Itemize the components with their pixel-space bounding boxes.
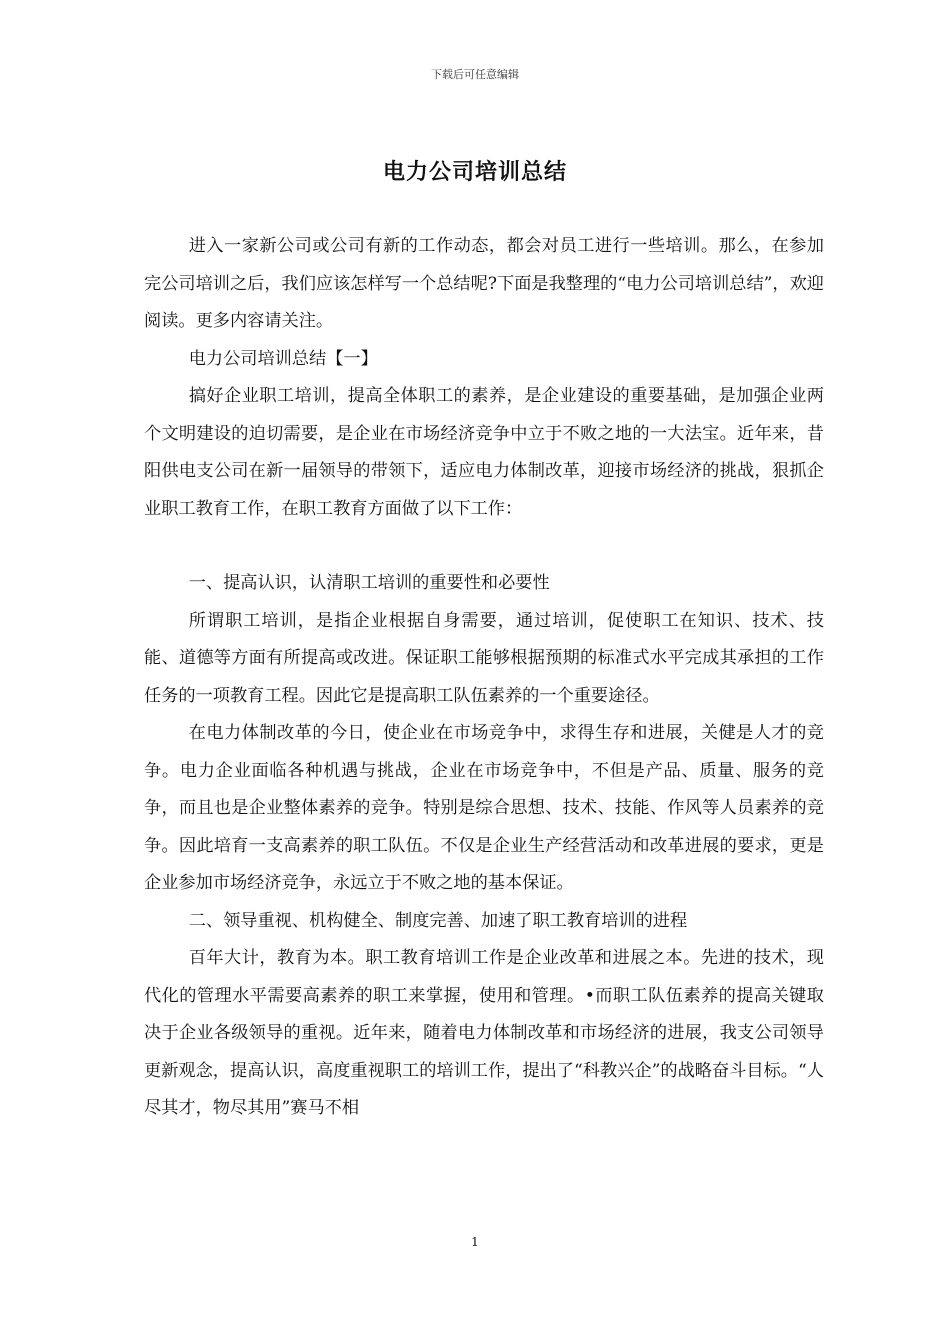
section-heading-two: 二、领导重视、机构健全、制度完善、加速了职工教育培训的进程 bbox=[188, 910, 688, 931]
paragraph-spacer bbox=[144, 528, 824, 565]
document-body bbox=[144, 228, 824, 1128]
section-title: 电力公司培训总结【一】 bbox=[188, 348, 378, 369]
body-paragraph: 在电力体制改革的今日，使企业在市场竞争中，求得生存和进展，关健是人才的竞争。电力企业面临各种机遇与挑战，企业在市场竞争中，不但是产品、质量、服务的竞争，而且也是企业整体素养的竞争。特别是综合思想、技术、技能、作风等人员素养的竞争。因此培育一支高素养的职工队伍。不仅是企业生产经营活动和改革进展的要求，更是企业参加市场经济竞争，永远立于不败之地的基本保证。 bbox=[144, 723, 824, 893]
header-note: 下载后可任意编辑 bbox=[431, 68, 519, 81]
page-number: 1 bbox=[471, 1235, 479, 1249]
body-paragraph: 百年大计，教育为本。职工教育培训工作是企业改革和进展之本。先进的技术，现代化的管理水平需要高素养的职工来掌握，使用和管理。•而职工队伍素养的提高关键取决于企业各级领导的重视。近年来，随着电力体制改革和市场经济的进展，我支公司领导更新观念，提高认识，高度重视职工的培训工作，提出了“科教兴企”的战略奋斗目标。“人尽其才，物尽其用”赛马不相 bbox=[144, 948, 824, 1118]
section-heading-one: 一、提高认识，认清职工培训的重要性和必要性 bbox=[188, 573, 550, 593]
body-paragraph: 搞好企业职工培训，提高全体职工的素养，是企业建设的重要基础，是加强企业两个文明建设的迫切需要，是企业在市场经济竞争中立于不败之地的一大法宝。近年来，昔阳供电支公司在新一届领导的带领下，适应电力体制改革，迎接市场经济的挑战，狠抓企业职工教育工作，在职工教育方面做了以下工作： bbox=[144, 386, 824, 519]
document-title: 电力公司培训总结 bbox=[382, 159, 567, 185]
body-paragraph: 所谓职工培训，是指企业根据自身需要，通过培训，促使职工在知识、技术、技能、道德等方面有所提高或改进。保证职工能够根据预期的标准式水平完成其承担的工作任务的一项教育工程。因此它是提高职工队伍素养的一个重要途径。 bbox=[144, 610, 824, 706]
intro-paragraph: 进入一家新公司或公司有新的工作动态，都会对员工进行一些培训。那么，在参加完公司培训之后，我们应该怎样写一个总结呢?下面是我整理的“电力公司培训总结”，欢迎阅读。更多内容请关注。 bbox=[144, 236, 824, 331]
